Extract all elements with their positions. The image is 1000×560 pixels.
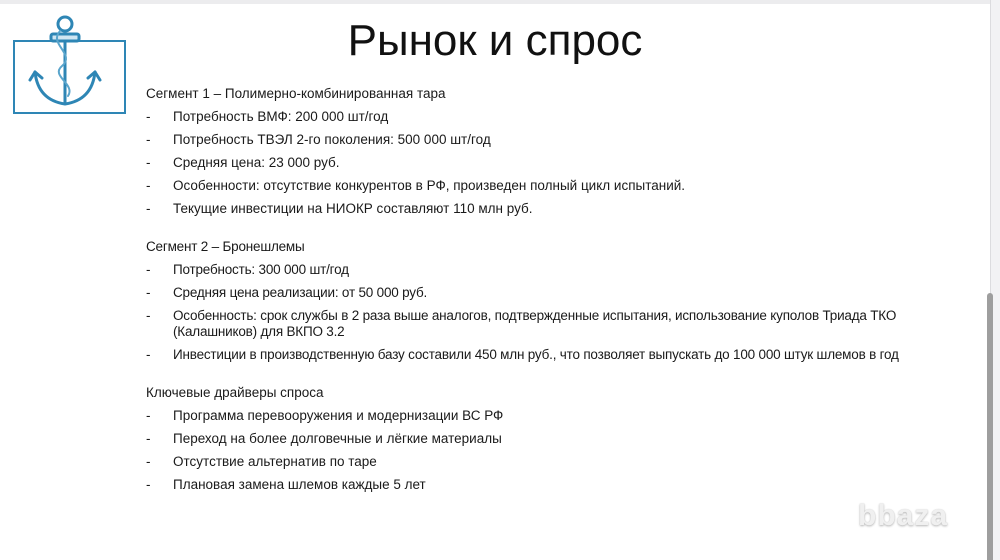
list-item: - Средняя цена реализации: от 50 000 руб. (146, 285, 428, 300)
list-item: - Потребность ТВЭЛ 2-го поколения: 500 000 шт/год (146, 132, 491, 147)
list-item: - Инвестиции в производственную базу составили 450 млн руб., что позволяет выпускать до 100 000 штук шлемов в год (146, 347, 899, 362)
section-segment-1 (146, 86, 976, 217)
list-item: - Переход на более долговечные и лёгкие материалы (146, 431, 502, 446)
list-item: - Средняя цена: 23 000 руб. (146, 155, 340, 170)
section-heading: Ключевые драйверы спроса (146, 385, 324, 400)
section-heading: Сегмент 1 – Полимерно-комбинированная тара (146, 86, 446, 101)
list-item: - Отсутствие альтернатив по таре (146, 454, 377, 469)
list-item: - Потребность: 300 000 шт/год (146, 262, 349, 277)
section-demand-drivers (146, 385, 976, 493)
list-item: - Потребность ВМФ: 200 000 шт/год (146, 109, 389, 124)
list-item: - Программа перевооружения и модернизации ВС РФ (146, 408, 504, 423)
section-segment-2 (146, 239, 976, 363)
watermark: bbaza (858, 499, 949, 532)
slide (0, 4, 990, 560)
scrollbar-thumb[interactable] (987, 293, 993, 560)
list-item: - Текущие инвестиции на НИОКР составляют 110 млн руб. (146, 201, 533, 216)
slide-title: Рынок и спрос (347, 16, 643, 65)
list-item: - Плановая замена шлемов каждые 5 лет (146, 477, 426, 492)
slide-content (146, 86, 976, 515)
list-item: - Особенность: срок службы в 2 раза выше аналогов, подтвержденные испытания, использование куполов Триада ТКО (Калашников) для ВКПО 3.2 (146, 308, 897, 339)
section-heading: Сегмент 2 – Бронешлемы (146, 239, 305, 254)
list-item: - Особенности: отсутствие конкурентов в РФ, произведен полный цикл испытаний. (146, 178, 686, 193)
